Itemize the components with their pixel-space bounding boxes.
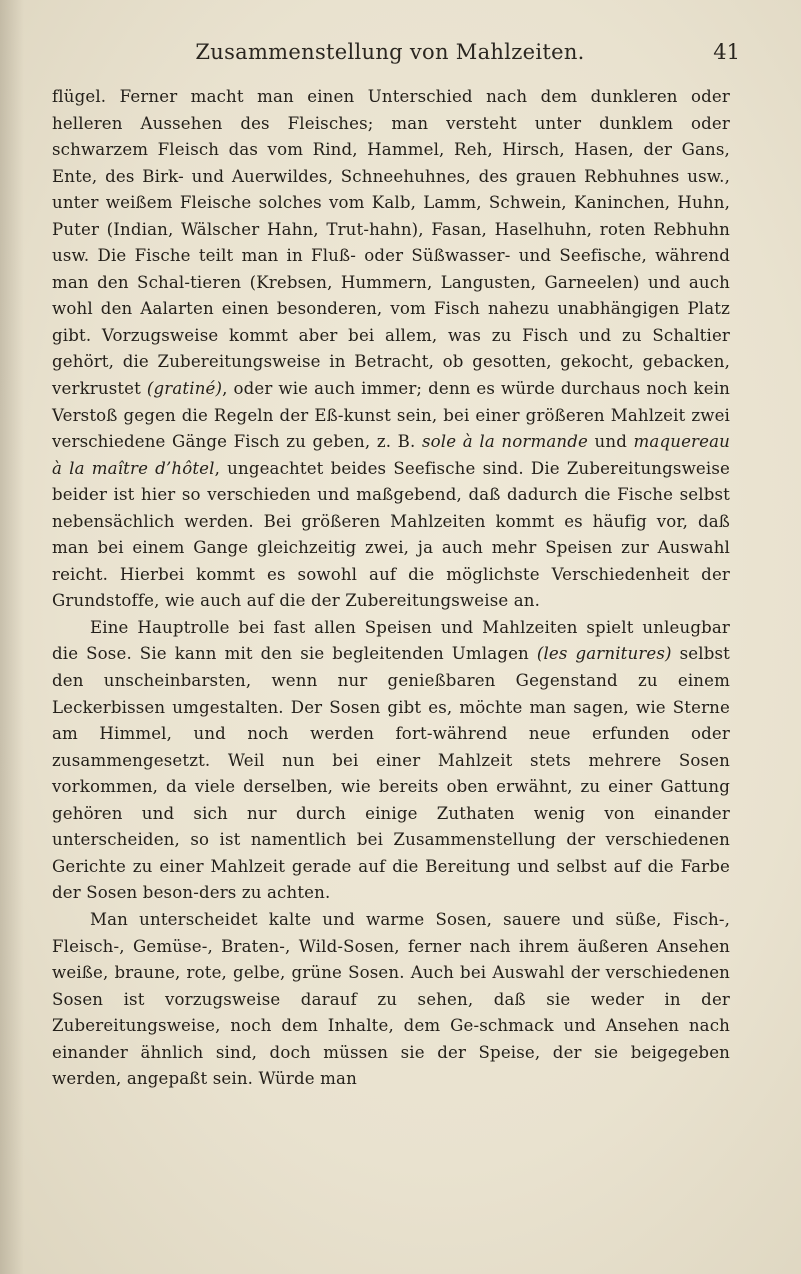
text-run: , oder wie auch immer; denn es würde durchaus noch kein Verstoß gegen die Regeln der Eß-kunst sein, bei einer größeren Mahlzeit zwei verschiedene Gänge Fisch zu geben, z. B.	[52, 379, 730, 452]
page-header	[40, 40, 740, 80]
paragraph-2	[52, 615, 730, 907]
italic-phrase: sole à la normande	[422, 432, 588, 452]
text-run: Eine Hauptrolle bei fast allen Speisen und Mahlzeiten spielt unleugbar die Sose. Sie kann mit den sie begleitenden Umlagen	[52, 617, 730, 664]
text-run: Man unterscheidet kalte und warme Sosen, sauere und süße, Fisch-, Fleisch-, Gemüse-, Braten-, Wild-Sosen, ferner nach ihrem äußeren Ansehen weiße, braune, rote, gelbe, grüne Sosen. Auch bei Auswahl der verschiedenen Sosen ist vorzugsweise darauf zu sehen, daß sie weder in der Zubereitungsweise, noch dem Inhalte, dem Ge-schmack und Ansehen nach einander ähnlich sind, doch müssen sie der Speise, der sie beigegeben werden, angepaßt sein. Würde man	[52, 909, 730, 1089]
paragraph-1	[52, 84, 730, 615]
text-run: selbst den unscheinbarsten, wenn nur genießbaren Gegenstand zu einem Leckerbissen umgestalten. Der Sosen gibt es, möchte man sagen, wie Sterne am Himmel, und noch werden fort-während neue erfunden oder zusammengesetzt. Weil nun bei einer Mahlzeit stets mehrere Sosen vorkommen, da viele derselben, wie bereits oben erwähnt, zu einer Gattung gehören und sich nur durch einige Zuthaten wenig von einander unterscheiden, so ist namentlich bei Zusammenstellung der verschiedenen Gerichte zu einer Mahlzeit gerade auf die Bereitung und selbst auf die Farbe der Sosen beson-ders zu achten.	[52, 644, 730, 903]
binding-shadow	[0, 0, 24, 1274]
page-number: 41	[713, 40, 740, 64]
italic-phrase: (gratiné)	[146, 379, 223, 399]
text-run: , ungeachtet beides Seefische sind. Die Zubereitungsweise beider ist hier so verschieden und maßgebend, daß dadurch die Fische selbst nebensächlich werden. Bei größeren Mahlzeiten kommt es häufig vor, daß man bei einem Gange gleichzeitig zwei, ja auch mehr Speisen zur Auswahl reicht. Hierbei kommt es sowohl auf die möglichste Verschiedenheit der Grundstoffe, wie auch auf die der Zubereitungsweise an.	[52, 458, 730, 611]
text-run: und	[588, 432, 634, 452]
paragraph-3	[52, 907, 730, 1093]
body-text	[52, 84, 730, 1093]
italic-phrase: (les garnitures)	[536, 644, 672, 664]
running-head: Zusammenstellung von Mahlzeiten.	[195, 40, 585, 64]
italic-phrase: maquereau à la maître d’hôtel	[52, 432, 730, 478]
text-run: flügel. Ferner macht man einen Unterschied nach dem dunkleren oder helleren Aussehen des Fleisches; man versteht unter dunklem oder schwarzem Fleisch das vom Rind, Hammel, Reh, Hirsch, Hasen, der Gans, Ente, des Birk- und Auerwildes, Schneehuhnes, des grauen Rebhuhnes usw., unter weißem Fleische solches vom Kalb, Lamm, Schwein, Kaninchen, Huhn, Puter (Indian, Wälscher Hahn, Trut-hahn), Fasan, Haselhuhn, roten Rebhuhn usw. Die Fische teilt man in Fluß- oder Süßwasser- und Seefische, während man den Schal-tieren (Krebsen, Hummern, Langusten, Garneelen) und auch wohl den Aalarten einen besonderen, vom Fisch nahezu unabhängigen Platz gibt. Vorzugsweise kommt aber bei allem, was zu Fisch und zu Schaltier gehört, die Zubereitungsweise in Betracht, ob gesotten, gekocht, gebacken, verkrustet	[52, 87, 730, 399]
